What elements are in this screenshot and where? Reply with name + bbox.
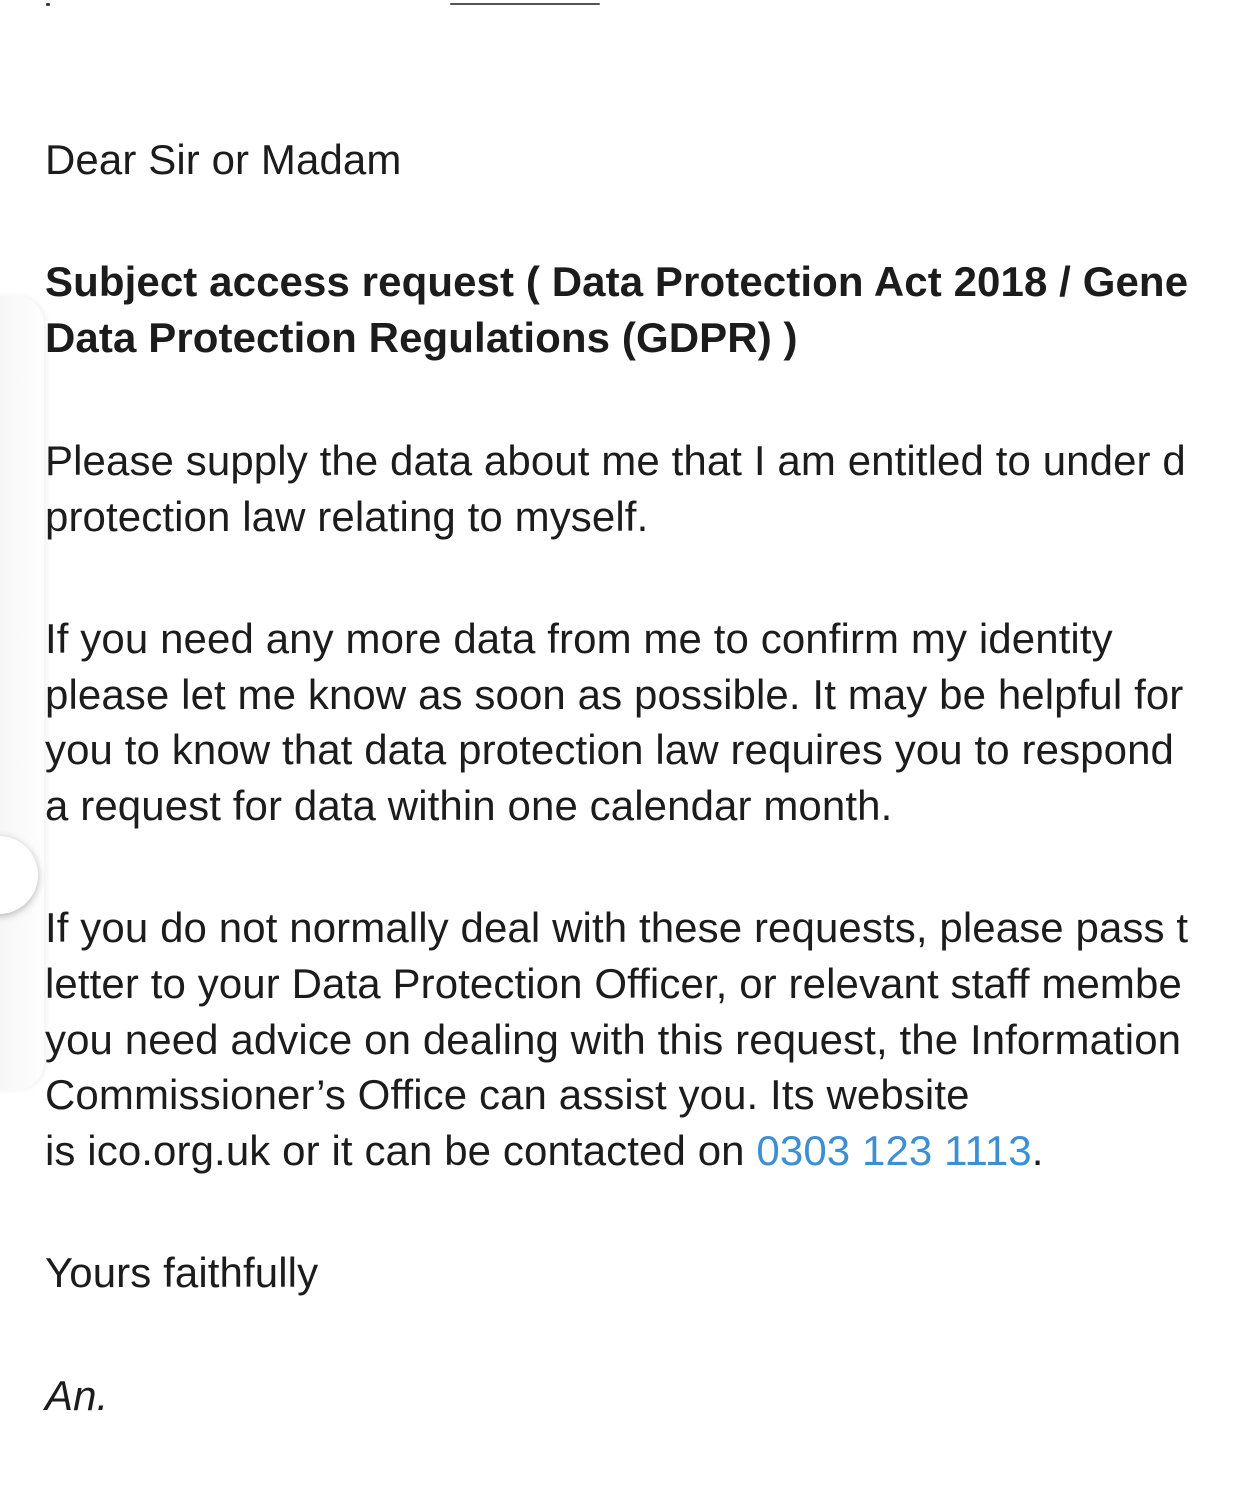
paragraph-3-line-5: [45, 1123, 1044, 1179]
paragraph-3-line-4: Commissioner’s Office can assist you. Its website: [45, 1071, 970, 1118]
paragraph-1-line-1: Please supply the data about me that I am entitled to under d: [45, 437, 1186, 484]
cropped-text-fragment: [450, 3, 600, 5]
paragraph-2-line-3: you to know that data protection law requires you to respond: [45, 726, 1175, 773]
contact-text: is ico.org.uk or it can be contacted on: [45, 1127, 757, 1174]
paragraph-2-line-4: a request for data within one calendar month.: [45, 782, 893, 829]
side-overlay-panel[interactable]: [0, 296, 44, 1090]
paragraph-1-line-2: protection law relating to myself.: [45, 493, 649, 540]
paragraph-3-line-2: letter to your Data Protection Officer, or relevant staff membe: [45, 960, 1182, 1007]
phone-link[interactable]: 0303 123 1113: [756, 1127, 1032, 1174]
subject-line-2: Data Protection Regulations (GDPR) ): [45, 314, 798, 361]
cropped-text-fragment: [46, 3, 50, 6]
closing: Yours faithfully: [45, 1249, 319, 1296]
paragraph-2-line-1: If you need any more data from me to confirm my identity: [45, 615, 1113, 662]
signature: An.: [45, 1372, 109, 1419]
greeting: Dear Sir or Madam: [45, 136, 402, 183]
cropped-previous-line: [0, 0, 1242, 10]
sentence-period: .: [1031, 1127, 1044, 1174]
paragraph-2-line-2: please let me know as soon as possible. It may be helpful for: [45, 671, 1184, 718]
paragraph-3-line-1: If you do not normally deal with these requests, please pass t: [45, 904, 1189, 951]
subject-line-1: Subject access request ( Data Protection Act 2018 / Gene: [45, 258, 1189, 305]
paragraph-3-line-3: you need advice on dealing with this request, the Information: [45, 1016, 1182, 1063]
